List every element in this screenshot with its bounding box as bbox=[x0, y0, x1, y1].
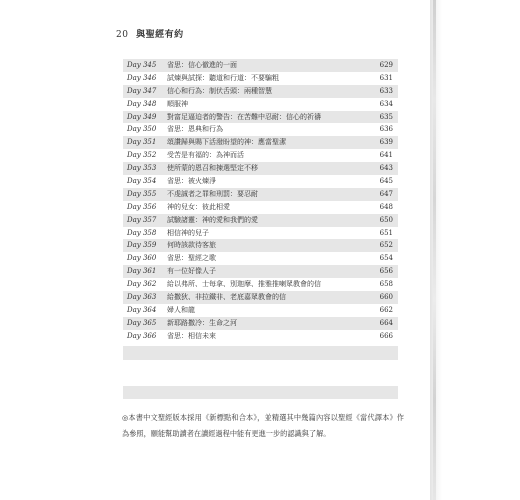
toc-title: 使所蒙的恩召和揀選堅定不移 bbox=[167, 164, 258, 173]
toc-day: Day 356 bbox=[127, 202, 157, 211]
toc-row bbox=[123, 265, 398, 278]
toc-title: 順服神 bbox=[167, 99, 188, 108]
blank-shaded-row bbox=[123, 386, 398, 399]
toc-day: Day 346 bbox=[127, 73, 157, 82]
toc-title: 有一位好像人子 bbox=[167, 267, 216, 276]
toc-page: 652 bbox=[379, 241, 393, 250]
toc-title: 新耶路撒冷：生命之河 bbox=[167, 318, 237, 327]
toc-title: 試驗諸靈：神的愛和我們的愛 bbox=[167, 215, 258, 224]
toc-title: 給撒狄、非拉鐵非、老底嘉眾教會的信 bbox=[167, 293, 286, 302]
toc-day: Day 358 bbox=[127, 228, 157, 237]
toc-page: 636 bbox=[379, 125, 393, 134]
toc-title: 相信神的兒子 bbox=[167, 228, 209, 237]
toc-row bbox=[123, 98, 398, 111]
toc-title: 信心和行為：制伏舌頭：兩種智慧 bbox=[167, 86, 272, 95]
toc-day: Day 354 bbox=[127, 177, 157, 186]
toc-title: 神的兒女：彼此相愛 bbox=[167, 202, 230, 211]
toc-page: 656 bbox=[379, 267, 393, 276]
toc-row bbox=[123, 59, 398, 72]
running-header bbox=[116, 27, 184, 40]
toc-page: 654 bbox=[379, 254, 393, 263]
toc-day: Day 363 bbox=[127, 293, 157, 302]
toc-day: Day 349 bbox=[127, 112, 157, 121]
toc-title: 省思：聖經之歌 bbox=[167, 254, 216, 263]
toc-row bbox=[123, 278, 398, 291]
toc-page: 662 bbox=[379, 305, 393, 314]
toc-row bbox=[123, 317, 398, 330]
toc-title: 受苦是有福的：為神而活 bbox=[167, 151, 244, 160]
toc-title: 省思：被火煉淨 bbox=[167, 177, 216, 186]
toc-row bbox=[123, 291, 398, 304]
toc-row bbox=[123, 72, 398, 85]
toc-row bbox=[123, 175, 398, 188]
toc-page: 635 bbox=[379, 112, 393, 121]
toc-day: Day 366 bbox=[127, 331, 157, 340]
toc-row bbox=[123, 304, 398, 317]
toc-page: 643 bbox=[379, 164, 393, 173]
toc-page: 660 bbox=[379, 293, 393, 302]
toc-page: 651 bbox=[379, 228, 393, 237]
toc-day: Day 364 bbox=[127, 305, 157, 314]
page-edge-line bbox=[433, 0, 436, 500]
toc-page: 633 bbox=[379, 86, 393, 95]
toc-day: Day 360 bbox=[127, 254, 157, 263]
toc-title: 婦人和龍 bbox=[167, 305, 195, 314]
toc-row bbox=[123, 214, 398, 227]
toc-row bbox=[123, 239, 398, 252]
toc-title: 不虔誠者之罪和刑罰：要忍耐 bbox=[167, 189, 258, 198]
blank-shaded-row bbox=[123, 346, 398, 360]
toc-row bbox=[123, 330, 398, 343]
toc-row bbox=[123, 227, 398, 240]
toc-title: 給以弗所、士每拿、別迦摩、推雅推喇眾教會的信 bbox=[167, 280, 321, 289]
toc-page: 639 bbox=[379, 138, 393, 147]
book-title: 與聖經有約 bbox=[136, 30, 184, 40]
toc-title: 試煉與試探：聽道和行道：不要騙粗 bbox=[167, 73, 279, 82]
toc-row bbox=[123, 123, 398, 136]
toc-title: 頌讚歸與賜下活潑盼望的神：應當聖潔 bbox=[167, 138, 286, 147]
toc-row bbox=[123, 136, 398, 149]
page-number: 20 bbox=[116, 30, 129, 40]
toc-page: 647 bbox=[379, 189, 393, 198]
toc-day: Day 359 bbox=[127, 241, 157, 250]
toc-title: 省思：信心徹進的一面 bbox=[167, 61, 237, 69]
toc-day: Day 355 bbox=[127, 189, 157, 198]
toc-day: Day 352 bbox=[127, 151, 157, 160]
toc-title: 省思：相信未來 bbox=[167, 331, 216, 340]
toc-day: Day 353 bbox=[127, 164, 157, 173]
toc-day: Day 348 bbox=[127, 99, 157, 108]
toc-row bbox=[123, 149, 398, 162]
toc-day: Day 357 bbox=[127, 215, 157, 224]
toc-page: 650 bbox=[379, 215, 393, 224]
page-edge-shadow bbox=[430, 0, 442, 500]
toc-day: Day 350 bbox=[127, 125, 157, 134]
toc-page: 645 bbox=[379, 177, 393, 186]
toc-title: 何時該款待客旅 bbox=[167, 241, 216, 250]
toc-page: 658 bbox=[379, 280, 393, 289]
toc-row bbox=[123, 162, 398, 175]
toc-page: 664 bbox=[379, 318, 393, 327]
toc-page: 629 bbox=[379, 61, 393, 69]
toc-row bbox=[123, 85, 398, 98]
toc-page: 631 bbox=[379, 73, 393, 82]
toc-title: 省思：恩典和行為 bbox=[167, 125, 223, 134]
table-of-contents bbox=[123, 59, 398, 343]
toc-row bbox=[123, 252, 398, 265]
toc-day: Day 361 bbox=[127, 267, 157, 276]
toc-day: Day 345 bbox=[127, 61, 157, 69]
version-note: ◎本書中文聖經版本採用《新標點和合本》，並精選其中幾篇內容以聖經《當代譯本》作為參照，願能幫助讀者在讀經過程中能有更進一步的認識與了解。 bbox=[122, 413, 404, 438]
toc-page: 634 bbox=[379, 99, 393, 108]
toc-page: 641 bbox=[379, 151, 393, 160]
toc-page: 648 bbox=[379, 202, 393, 211]
toc-row bbox=[123, 111, 398, 124]
toc-day: Day 365 bbox=[127, 318, 157, 327]
toc-row bbox=[123, 201, 398, 214]
toc-row bbox=[123, 188, 398, 201]
toc-day: Day 362 bbox=[127, 280, 157, 289]
toc-title: 對富足逼迫者的警告：在苦難中忍耐：信心的祈禱 bbox=[167, 112, 321, 121]
toc-day: Day 351 bbox=[127, 138, 157, 147]
toc-page: 666 bbox=[379, 331, 393, 340]
toc-day: Day 347 bbox=[127, 86, 157, 95]
